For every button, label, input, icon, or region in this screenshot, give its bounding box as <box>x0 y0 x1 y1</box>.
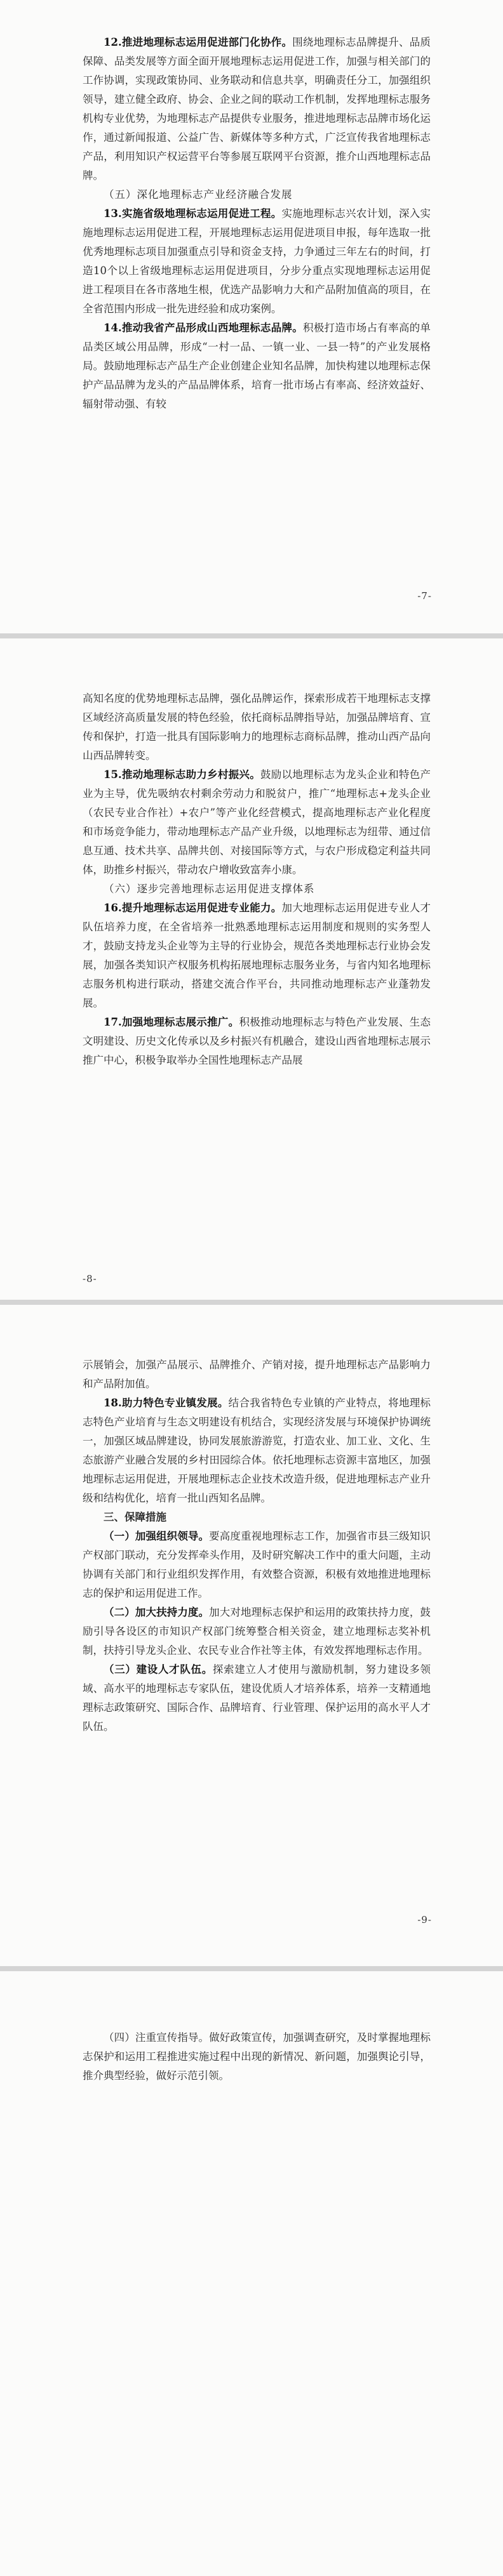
paragraph-measure-2 <box>83 1603 431 1660</box>
page-number: -9- <box>417 1914 432 1925</box>
paragraph-text: 加大地理标志运用促进专业人才队伍培养力度，在全省培养一批熟悉地理标志运用制度和规则的实务型人才，鼓励支持龙头企业等为主导的行业协会，规范各类地理标志行业协会发展，加强各类知识产权服务机构拓展地理标志服务业务，与省内知名地理标志服务机构进行联动，搭建交流合作平台，共同推动地理标志产业蓬勃发展。 <box>83 902 431 1009</box>
paragraph-lead: （二）加大扶持力度。 <box>104 1606 210 1618</box>
page-body <box>83 2028 431 2085</box>
paragraph-18 <box>83 1394 431 1508</box>
paragraph-lead: 15.推动地理标志助力乡村振兴。 <box>104 769 260 781</box>
paragraph-lead: （一）加强组织领导。 <box>104 1530 210 1542</box>
paragraph-16 <box>83 899 431 1013</box>
document-page-9 <box>0 1305 503 1966</box>
paragraph-text: 结合我省特色专业镇的产业特点，将地理标志特色产业培育与生态文明建设有机结合，实现经济发展与环境保护协调统一，加强区域品牌建设，协同发展旅游游览，打造农业、加工业、文化、生态旅游产业融合发展的乡村田园综合体。依托地理标志资源丰富地区，加强地理标志运用促进，开展地理标志企业技术改造升级，促进地理标志产业升级和结构优化，培育一批山西知名品牌。 <box>83 1397 431 1504</box>
page-number: -7- <box>417 590 432 602</box>
paragraph-continuation: 高知名度的优势地理标志品牌，强化品牌运作，探索形成若干地理标志支撑区域经济高质量发展的特色经验，依托商标品牌指导站，加强品牌培育、宣传和保护，打造一批具有国际影响力的地理标志商标品牌，推动山西产品向山西品牌转变。 <box>83 692 431 762</box>
paragraph-text: 探索建立人才使用与激励机制，努力建设多领域、高水平的地理标志专家队伍，建设优质人才培养体系，培养一支精通地理标志政策研究、国际合作、品牌培育、行业管理、保护运用的高水平人才队伍。 <box>83 1663 431 1733</box>
paragraph-text: 要高度重视地理标志工作，加强省市县三级知识产权部门联动，充分发挥牵头作用，及时研究解决工作中的重大问题，主动协调有关部门和行业组织发挥作用，有效整合资源，积极有效地推进地理标志的保护和运用促进工作。 <box>83 1530 431 1599</box>
page-body <box>83 33 431 414</box>
paragraph-text: 加大对地理标志保护和运用的政策扶持力度，鼓励引导各设区的市知识产权部门统筹整合相关资金，建立地理标志奖补机制，扶持引导龙头企业、农民专业合作社等主体，有效发挥地理标志作用。 <box>83 1606 431 1656</box>
paragraph-text: 积极打造市场占有率高的单品类区域公用品牌，形成“一村一品、一镇一业、一县一特”的产业发展格局。鼓励地理标志产品生产企业创建企业知名品牌，加快构建以地理标志保护产品品牌为龙头的产品品牌体系，培育一批市场占有率高、经济效益好、辐射带动强、有较 <box>83 322 431 410</box>
paragraph-measure-3 <box>83 1660 431 1736</box>
paragraph-lead: 17.加强地理标志展示推广。 <box>104 1016 239 1028</box>
paragraph-17 <box>83 1013 431 1070</box>
page-body <box>83 689 431 1070</box>
paragraph-text: 围绕地理标志品牌提升、品质保障、品类发展等方面全面开展地理标志运用促进工作，加强与相关部门的工作协调，实现政策协同、业务联动和信息共享，明确责任分工，加强组织领导，建立健全政府、协会、企业之间的联动工作机制，发挥地理标志服务机构专业优势，为地理标志产品提供专业服务，推进地理标志品牌市场化运作，通过新闻报道、公益广告、新媒体等多种方式，广泛宣传我省地理标志产品，利用知识产权运营平台等参展互联网平台资源，推介山西地理标志品牌。 <box>83 36 431 182</box>
paragraph-lead: 16.提升地理标志运用促进专业能力。 <box>104 902 282 914</box>
paragraph-13 <box>83 204 431 319</box>
paragraph-12 <box>83 33 431 185</box>
section-heading-guarantee: 三、保障措施 <box>104 1511 166 1523</box>
paragraph-continuation: 示展销会，加强产品展示、品牌推介、产销对接，提升地理标志产品影响力和产品附加值。 <box>83 1359 431 1390</box>
document-page-10 <box>0 1971 503 2576</box>
document-page-8 <box>0 638 503 1300</box>
page-number: -8- <box>83 1273 97 1285</box>
paragraph-text: 鼓励以地理标志为龙头企业和特色产业为主导，优先吸纳农村剩余劳动力和脱贫户，推广“地理标志+龙头企业（农民专业合作社）+农户”等产业化经营模式，提高地理标志产业化程度和市场竞争能力，带动地理标志产品产业升级，以地理标志为纽带、通过信息互通、技术共享、品牌共创、对接国际等方式，与农户形成稳定利益共同体，助推乡村振兴，带动农户增收致富奔小康。 <box>83 769 431 876</box>
paragraph-text: 积极推动地理标志与特色产业发展、生态文明建设、历史文化传承以及乡村振兴有机融合，建设山西省地理标志展示推广中心，积极争取举办全国性地理标志产品展 <box>83 1016 431 1066</box>
paragraph-lead: 12.推进地理标志运用促进部门化协作。 <box>104 36 293 48</box>
paragraph-15 <box>83 765 431 880</box>
paragraph-lead: 13.实施省级地理标志运用促进工程。 <box>104 208 282 220</box>
document-page-7 <box>0 0 503 633</box>
paragraph-lead: 14.推动我省产品形成山西地理标志品牌。 <box>104 322 304 334</box>
section-heading-6: （六）逐步完善地理标志运用促进支撑体系 <box>104 883 315 895</box>
paragraph-lead: （三）建设人才队伍。 <box>104 1663 213 1675</box>
paragraph-text: 实施地理标志兴农计划，深入实施地理标志运用促进工程，开展地理标志运用促进项目申报，每年选取一批优秀地理标志项目加强重点引导和资金支持，力争通过三年左右的时间，打造10个以上省级地理标志运用促进项目，分步分重点实现地理标志运用促进工程项目在各市落地生根，优选产品影响力大和产品附加值高的项目，在全省范围内形成一批先进经验和成功案例。 <box>83 208 431 315</box>
section-heading-5: （五）深化地理标志产业经济融合发展 <box>104 188 293 201</box>
paragraph-measure-4: （四）注重宣传指导。做好政策宣传，加强调查研究，及时掌握地理标志保护和运用工程推进实施过程中出现的新情况、新问题，加强舆论引导，推介典型经验，做好示范引领。 <box>83 2031 431 2082</box>
page-body <box>83 1356 431 1736</box>
paragraph-lead: 18.助力特色专业镇发展。 <box>104 1397 229 1409</box>
paragraph-measure-1 <box>83 1527 431 1603</box>
paragraph-14 <box>83 319 431 414</box>
